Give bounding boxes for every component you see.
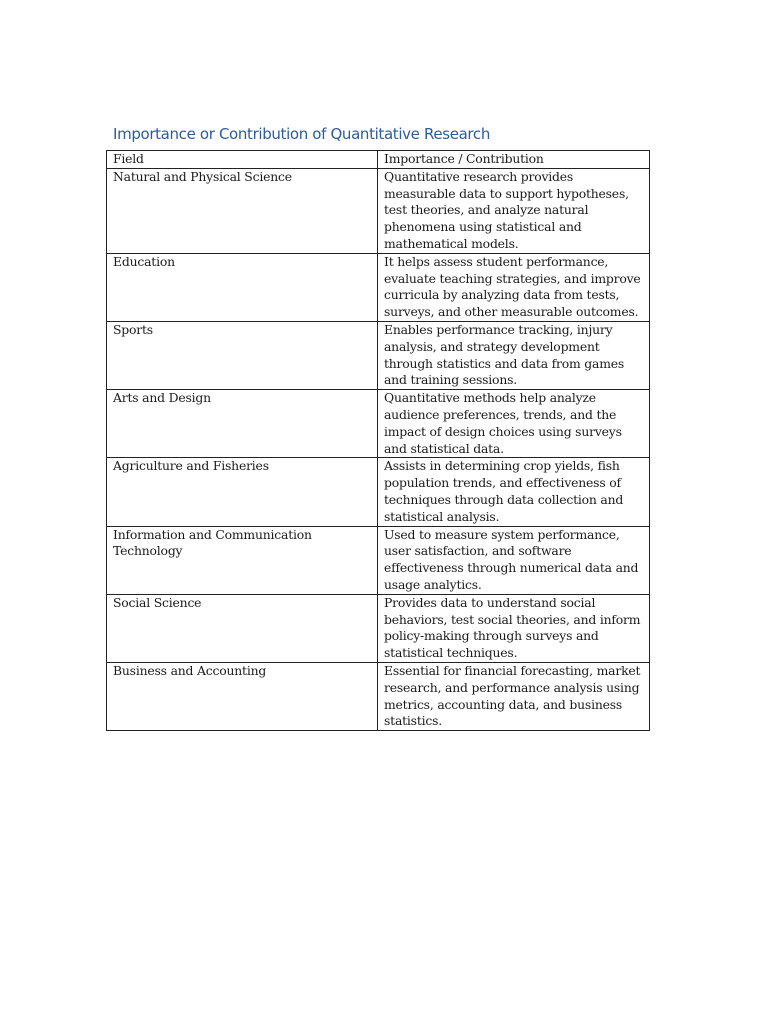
contribution-table bbox=[106, 150, 650, 731]
contribution-cell: Used to measure system performance, user satisfaction, and software effectiveness through numerical data and usage analytics. bbox=[378, 526, 650, 594]
field-cell: Education bbox=[107, 253, 378, 321]
table-row bbox=[107, 526, 650, 594]
contribution-cell: Enables performance tracking, injury analysis, and strategy development through statistics and data from games and training sessions. bbox=[378, 321, 650, 389]
field-cell: Agriculture and Fisheries bbox=[107, 458, 378, 526]
table-row bbox=[107, 253, 650, 321]
column-header-contribution: Importance / Contribution bbox=[378, 151, 650, 169]
contribution-cell: It helps assess student performance, evaluate teaching strategies, and improve curricula by analyzing data from tests, surveys, and other measurable outcomes. bbox=[378, 253, 650, 321]
contribution-cell: Quantitative methods help analyze audience preferences, trends, and the impact of design choices using surveys and statistical data. bbox=[378, 390, 650, 458]
table-row bbox=[107, 458, 650, 526]
table-row bbox=[107, 390, 650, 458]
field-cell: Social Science bbox=[107, 594, 378, 662]
field-cell: Information and Communication Technology bbox=[107, 526, 378, 594]
contribution-cell: Essential for financial forecasting, market research, and performance analysis using metrics, accounting data, and business statistics. bbox=[378, 662, 650, 730]
document-title: Importance or Contribution of Quantitative Research bbox=[113, 125, 490, 143]
contribution-cell: Quantitative research provides measurable data to support hypotheses, test theories, and analyze natural phenomena using statistical and mathematical models. bbox=[378, 168, 650, 253]
column-header-field: Field bbox=[107, 151, 378, 169]
table-row bbox=[107, 594, 650, 662]
field-cell: Business and Accounting bbox=[107, 662, 378, 730]
table-header-row bbox=[107, 151, 650, 169]
table-row bbox=[107, 662, 650, 730]
contribution-cell: Provides data to understand social behaviors, test social theories, and inform policy-making through surveys and statistical techniques. bbox=[378, 594, 650, 662]
field-cell: Sports bbox=[107, 321, 378, 389]
contribution-cell: Assists in determining crop yields, fish population trends, and effectiveness of techniques through data collection and statistical analysis. bbox=[378, 458, 650, 526]
field-cell: Natural and Physical Science bbox=[107, 168, 378, 253]
field-cell: Arts and Design bbox=[107, 390, 378, 458]
table-row bbox=[107, 321, 650, 389]
table-row bbox=[107, 168, 650, 253]
